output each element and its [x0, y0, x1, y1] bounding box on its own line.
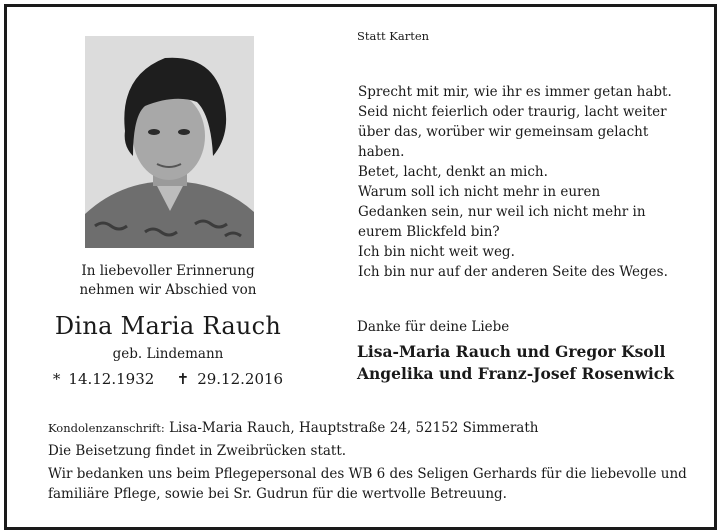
condolence-label: Kondolenzanschrift: — [48, 421, 165, 435]
poem-line: Betet, lacht, denkt an mich. — [358, 164, 548, 180]
poem-line: Gedanken sein, nur weil ich nicht mehr in — [358, 204, 646, 220]
burial-note: Die Beisetzung findet in Zweibrücken statt. — [48, 443, 347, 459]
poem-line: eurem Blickfeld bin? — [358, 224, 500, 240]
poem-line: über das, worüber wir gemeinsam gelacht — [358, 124, 649, 140]
remembrance-text — [48, 262, 288, 300]
condolence-row — [48, 418, 708, 438]
remembrance-line-2: nehmen wir Abschied von — [79, 282, 257, 298]
portrait-photo — [85, 36, 254, 248]
family-names — [357, 341, 674, 385]
birth-date: 14.12.1932 — [68, 370, 155, 388]
life-dates — [48, 370, 288, 388]
remembrance-line-1: In liebevoller Erinnerung — [81, 263, 255, 279]
poem — [358, 82, 672, 282]
death-cross-icon: ✝ — [176, 370, 190, 388]
family-line: Angelika und Franz-Josef Rosenwick — [357, 364, 674, 383]
family-line: Lisa-Maria Rauch und Gregor Ksoll — [357, 342, 666, 361]
poem-line: Seid nicht feierlich oder traurig, lacht weiter — [358, 104, 667, 120]
birth-symbol: * — [52, 370, 61, 388]
poem-line: Ich bin nur auf der anderen Seite des Weges. — [358, 264, 668, 280]
birth-name: geb. Lindemann — [112, 346, 224, 362]
gratitude-note: Wir bedanken uns beim Pflegepersonal des WB 6 des Seligen Gerhards für die liebevolle und familiäre Pflege, sowie bei Sr. Gudrun für die wertvolle Betreuung. — [48, 466, 687, 502]
statt-karten: Statt Karten — [357, 29, 430, 43]
thanks-intro: Danke für deine Liebe — [357, 319, 510, 335]
poem-line: haben. — [358, 144, 405, 160]
footer — [48, 418, 708, 507]
death-date: 29.12.2016 — [197, 370, 284, 388]
condolence-address: Lisa-Maria Rauch, Hauptstraße 24, 52152 Simmerath — [169, 420, 539, 436]
poem-line: Warum soll ich nicht mehr in euren — [358, 184, 601, 200]
poem-line: Ich bin nicht weit weg. — [358, 244, 515, 260]
poem-line: Sprecht mit mir, wie ihr es immer getan habt. — [358, 84, 672, 100]
deceased-name: Dina Maria Rauch — [54, 312, 282, 340]
